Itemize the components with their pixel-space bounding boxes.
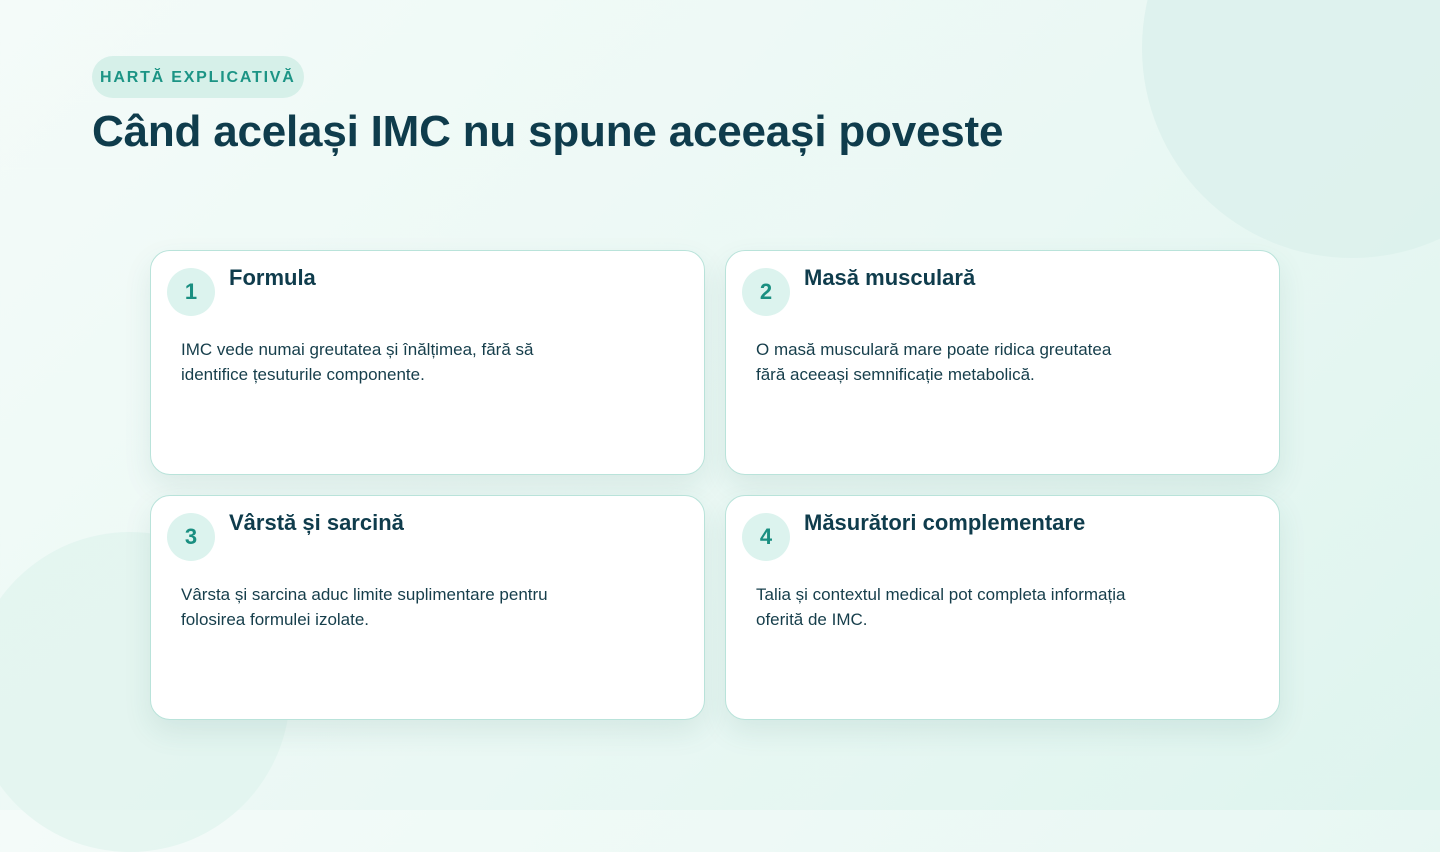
- card-title: Vârstă și sarcină: [229, 510, 404, 535]
- card-text: O masă musculară mare poate ridica greutatea fără aceeași semnificație metabolică.: [756, 340, 1112, 384]
- card-text: IMC vede numai greutatea și înălțimea, fără să identifice țesuturile componente.: [181, 340, 534, 384]
- card-number-badge: 4: [742, 513, 790, 561]
- card-text: Vârsta și sarcina aduc limite suplimentare pentru folosirea formulei izolate.: [181, 585, 548, 629]
- card-muscle-mass: [725, 250, 1280, 475]
- card-age-pregnancy: [150, 495, 705, 720]
- card-number-badge: 1: [167, 268, 215, 316]
- card-text: Talia și contextul medical pot completa informația oferită de IMC.: [756, 585, 1126, 629]
- card-number-badge: 2: [742, 268, 790, 316]
- card-title: Masă musculară: [804, 265, 976, 290]
- card-formula: [150, 250, 705, 475]
- eyebrow-badge: HARTĂ EXPLICATIVĂ: [92, 56, 304, 98]
- page-title: Când același IMC nu spune aceeași poveste: [92, 107, 1004, 156]
- card-title: Măsurători complementare: [804, 510, 1086, 535]
- card-title: Formula: [229, 265, 316, 290]
- card-complementary-measurements: [725, 495, 1280, 720]
- cards-grid: [150, 250, 1280, 720]
- slide-header: [92, 56, 1003, 158]
- card-number-badge: 3: [167, 513, 215, 561]
- decorative-circle-top-right: [1142, 0, 1440, 258]
